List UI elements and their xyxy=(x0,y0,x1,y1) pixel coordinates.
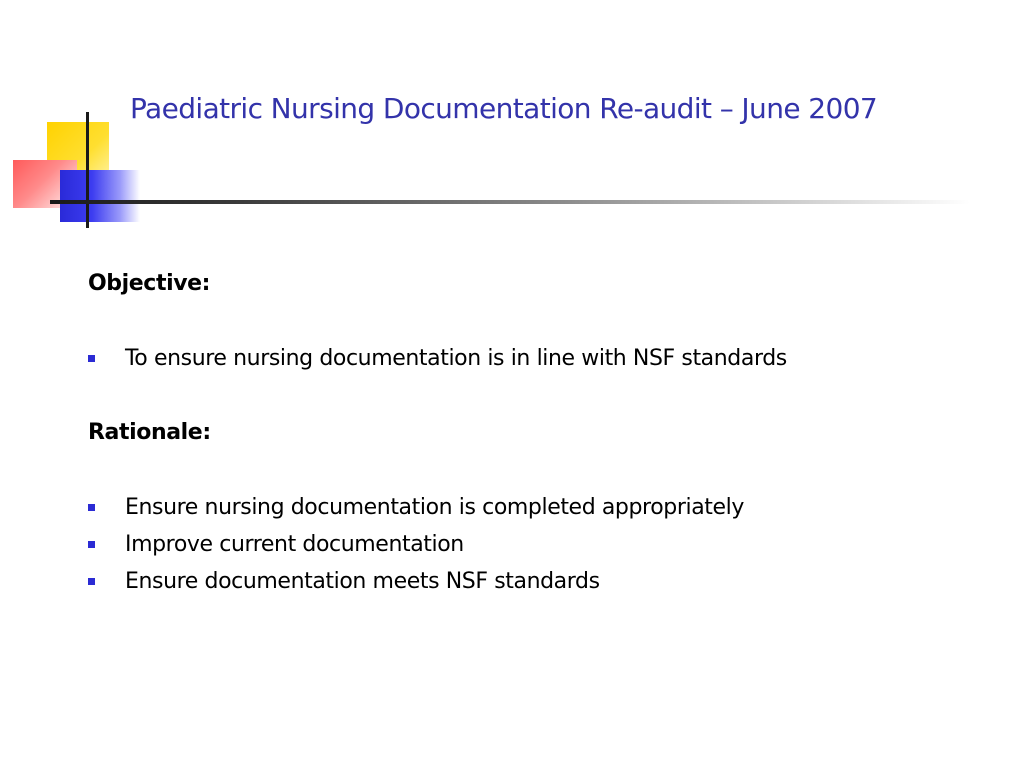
list-item xyxy=(88,489,988,526)
bullet-text: Improve current documentation xyxy=(125,532,464,557)
slide-title: Paediatric Nursing Documentation Re-audit – June 2007 xyxy=(130,92,878,125)
square-bullet-icon xyxy=(88,578,95,585)
square-bullet-icon xyxy=(88,355,95,362)
objective-bullet-list xyxy=(88,340,988,377)
list-item xyxy=(88,340,988,377)
list-item xyxy=(88,526,988,563)
title-underline-divider xyxy=(50,200,970,204)
slide-content xyxy=(88,266,988,600)
section-heading-objective: Objective: xyxy=(88,271,211,296)
decorative-blue-square xyxy=(60,170,140,222)
square-bullet-icon xyxy=(88,504,95,511)
bullet-text: To ensure nursing documentation is in line with NSF standards xyxy=(125,346,787,371)
list-item xyxy=(88,563,988,600)
bullet-text: Ensure documentation meets NSF standards xyxy=(125,569,600,594)
decorative-vertical-line xyxy=(86,112,89,228)
rationale-bullet-list xyxy=(88,489,988,600)
section-heading-rationale: Rationale: xyxy=(88,420,211,445)
square-bullet-icon xyxy=(88,541,95,548)
bullet-text: Ensure nursing documentation is completed appropriately xyxy=(125,495,744,520)
